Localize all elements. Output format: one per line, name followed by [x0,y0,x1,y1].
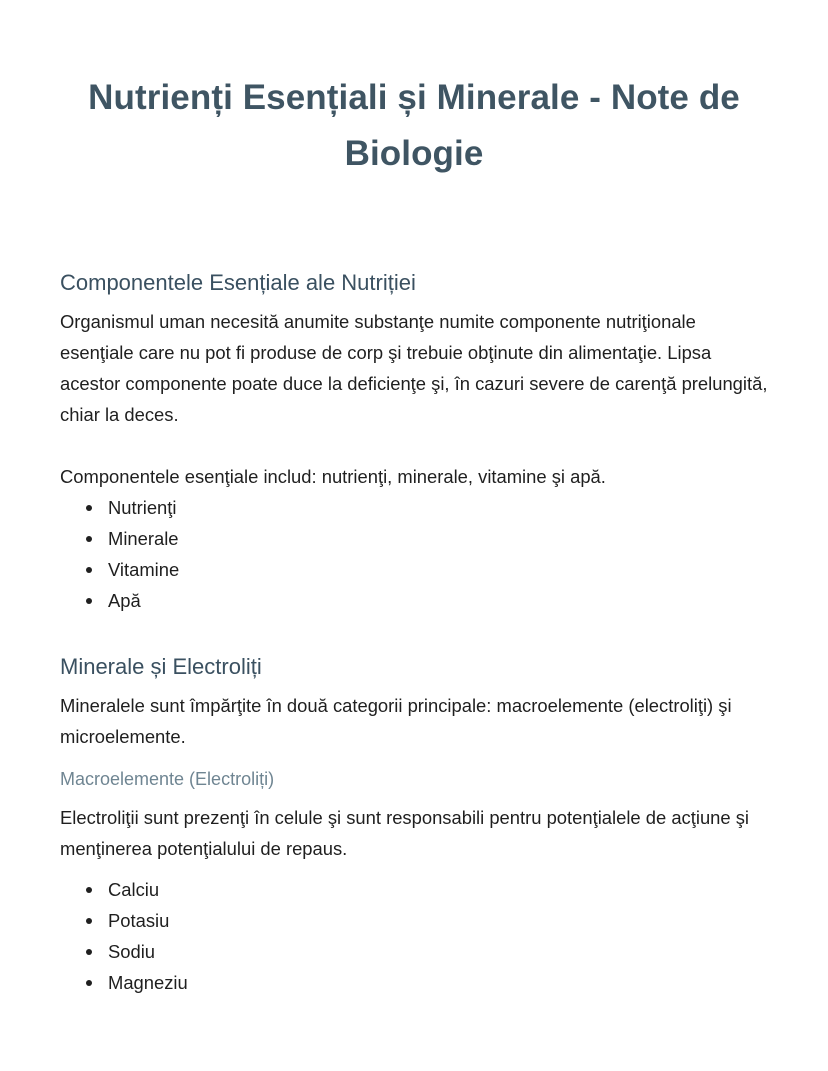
list-item: Magneziu [60,967,768,998]
list-item: Nutrienţi [60,492,768,523]
paragraph-nutrition-intro: Organismul uman necesită anumite substanţe numite componente nutriţionale esenţiale care nu pot fi produse de corp şi trebuie obţinute din alimentaţie. Lipsa acestor componente poate duce la deficienţe şi, în cazuri severe de carenţă prelungită, chiar la deces. [60,311,768,425]
section-heading-minerals: Minerale și Electroliți [60,654,262,679]
electrolytes-list [60,874,768,998]
list-item: Apă [60,585,768,616]
subsection-heading-macroelements: Macroelemente (Electroliți) [60,769,275,789]
list-item: Vitamine [60,554,768,585]
list-item: Sodiu [60,936,768,967]
list-item: Calciu [60,874,768,905]
list-item: Potasiu [60,905,768,936]
document-title: Nutrienți Esențiali și Minerale - Note de Biologie [88,78,740,173]
paragraph-electrolytes: Electroliţii sunt prezenţi în celule şi sunt responsabili pentru potenţialele de acţiune şi menţinerea potenţialului de repaus. [60,807,750,859]
paragraph-minerals-intro: Mineralele sunt împărţite în două categorii principale: macroelemente (electroliţi) şi microelemente. [60,695,732,747]
list-item: Minerale [60,523,768,554]
components-list [60,492,768,616]
section-heading-nutrition: Componentele Esențiale ale Nutriției [60,270,416,295]
paragraph-components: Componentele esenţiale includ: nutrienţi, minerale, vitamine şi apă. [60,466,606,487]
